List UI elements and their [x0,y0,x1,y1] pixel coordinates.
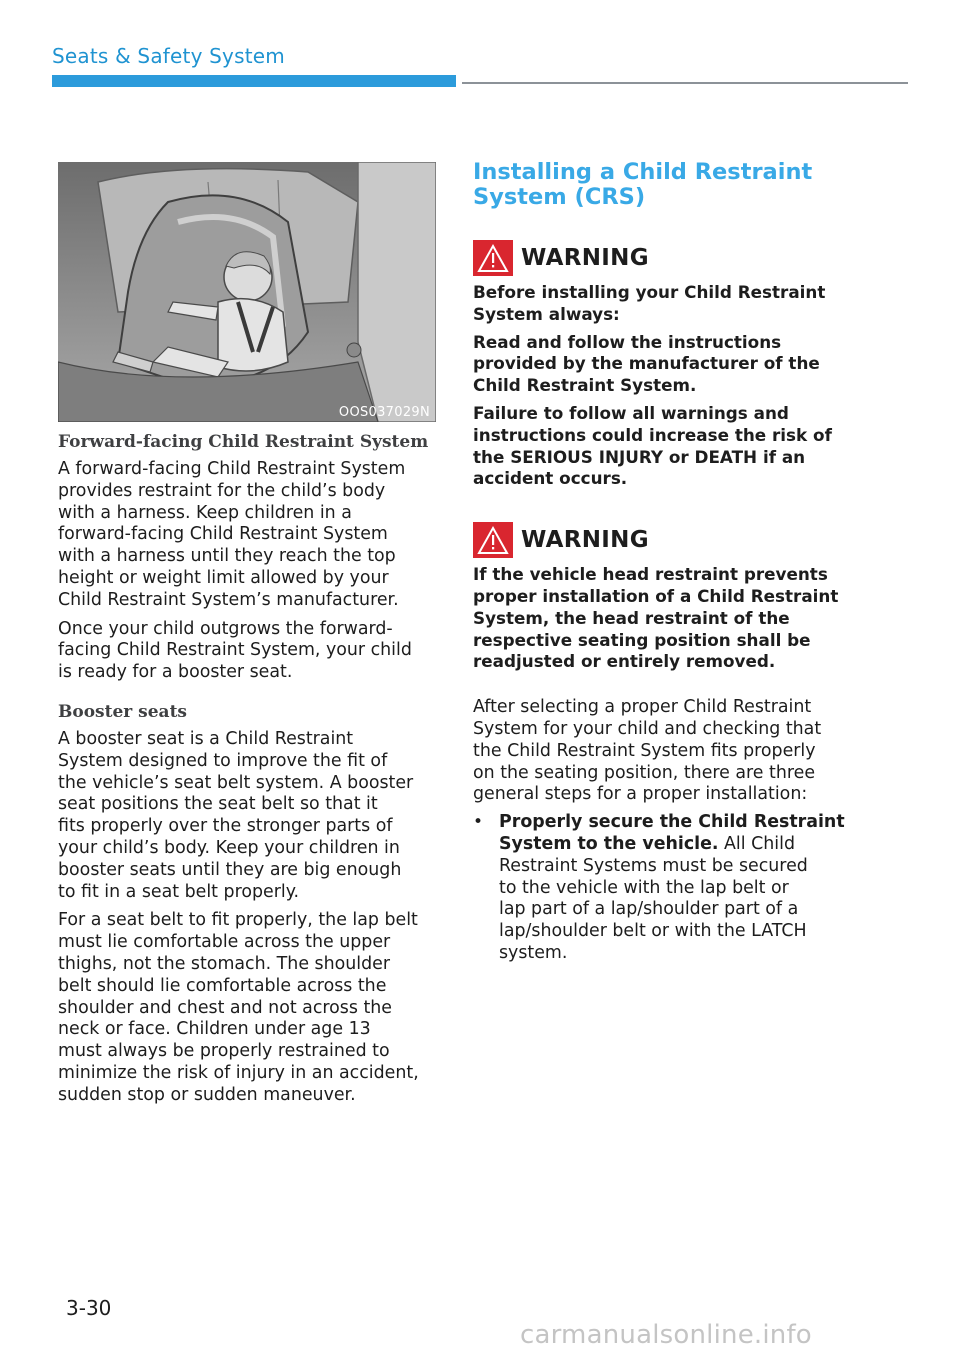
heading-forward-facing: Forward-facing Child Restraint System [58,432,429,452]
watermark: carmanualsonline.info [520,1320,812,1350]
warning-triangle-icon [473,240,513,276]
paragraph-outgrows: Once your child outgrows the forward- facing Child Restraint System, your child is ready for a booster seat. [58,618,412,683]
bullet-text: Properly secure the Child Restraint System to the vehicle. All Child Restraint Systems must be secured to the vehicle with the lap belt or lap part of a lap/shoulder part of a lap/shoulder belt or with the LATCH system. [499,812,845,963]
warning-1-text-2: Read and follow the instructions provided by the manufacturer of the Child Restraint System. [473,331,820,396]
section-title-installing-crs: Installing a Child Restraint System (CRS) [473,159,813,210]
warning-1-text-3: Failure to follow all warnings and instructions could increase the risk of the SERIOUS INJURY or DEATH if an accident occurs. [473,402,832,489]
warning-1-label: WARNING [521,245,649,271]
warning-triangle-icon [473,522,513,558]
right-column [473,160,853,965]
page-number: 3-30 [66,1296,112,1320]
paragraph-booster: A booster seat is a Child Restraint System designed to improve the fit of the vehicle’s seat belt system. A booster seat positions the seat belt so that it fits properly over the stronger parts of your child’s body. Keep your children in booster seats until they are big enough to fit in a seat belt properly. [58,728,414,902]
header-accent-bar [52,75,456,87]
paragraph-installation-steps: After selecting a proper Child Restraint System for your child and checking that the Child Restraint System fits properly on the seating position, there are three general steps for a proper installation: [473,697,822,805]
left-column [58,162,436,1107]
paragraph-seat-belt-fit: For a seat belt to fit properly, the lap belt must lie comfortable across the upper thighs, not the stomach. The shoulder belt should lie comfortable across the shoulder and chest and not across the neck or face. Children under age 13 must always be properly restrained to minimize the risk of injury in an accident, sudden stop or sudden maneuver. [58,910,419,1105]
child-seat-figure [58,162,436,422]
warning-2-label: WARNING [521,527,649,554]
paragraph-forward-facing: A forward-facing Child Restraint System provides restraint for the child’s body with a harness. Keep children in a forward-facing Child Restraint System with a harness until they reach the top height or weight limit allowed by your Child Restraint System’s manufacturer. [58,459,406,610]
warning-2-header [473,522,853,558]
warning-1-text-1: Before installing your Child Restraint System always: [473,282,826,324]
warning-1-header [473,240,853,276]
warning-2-text: If the vehicle head restraint prevents proper installation of a Child Restraint System, the head restraint of the respective seating position shall be readjusted or entirely removed. [473,564,839,672]
header-divider-line [462,82,908,84]
header-section-title: Seats & Safety System [52,44,285,68]
child-in-forward-facing-seat-illustration [58,162,436,422]
figure-code: OOS037029N [338,405,430,420]
bullet-secure-crs [473,812,853,965]
heading-booster-seats: Booster seats [58,701,187,722]
bullet-marker: • [473,812,484,833]
